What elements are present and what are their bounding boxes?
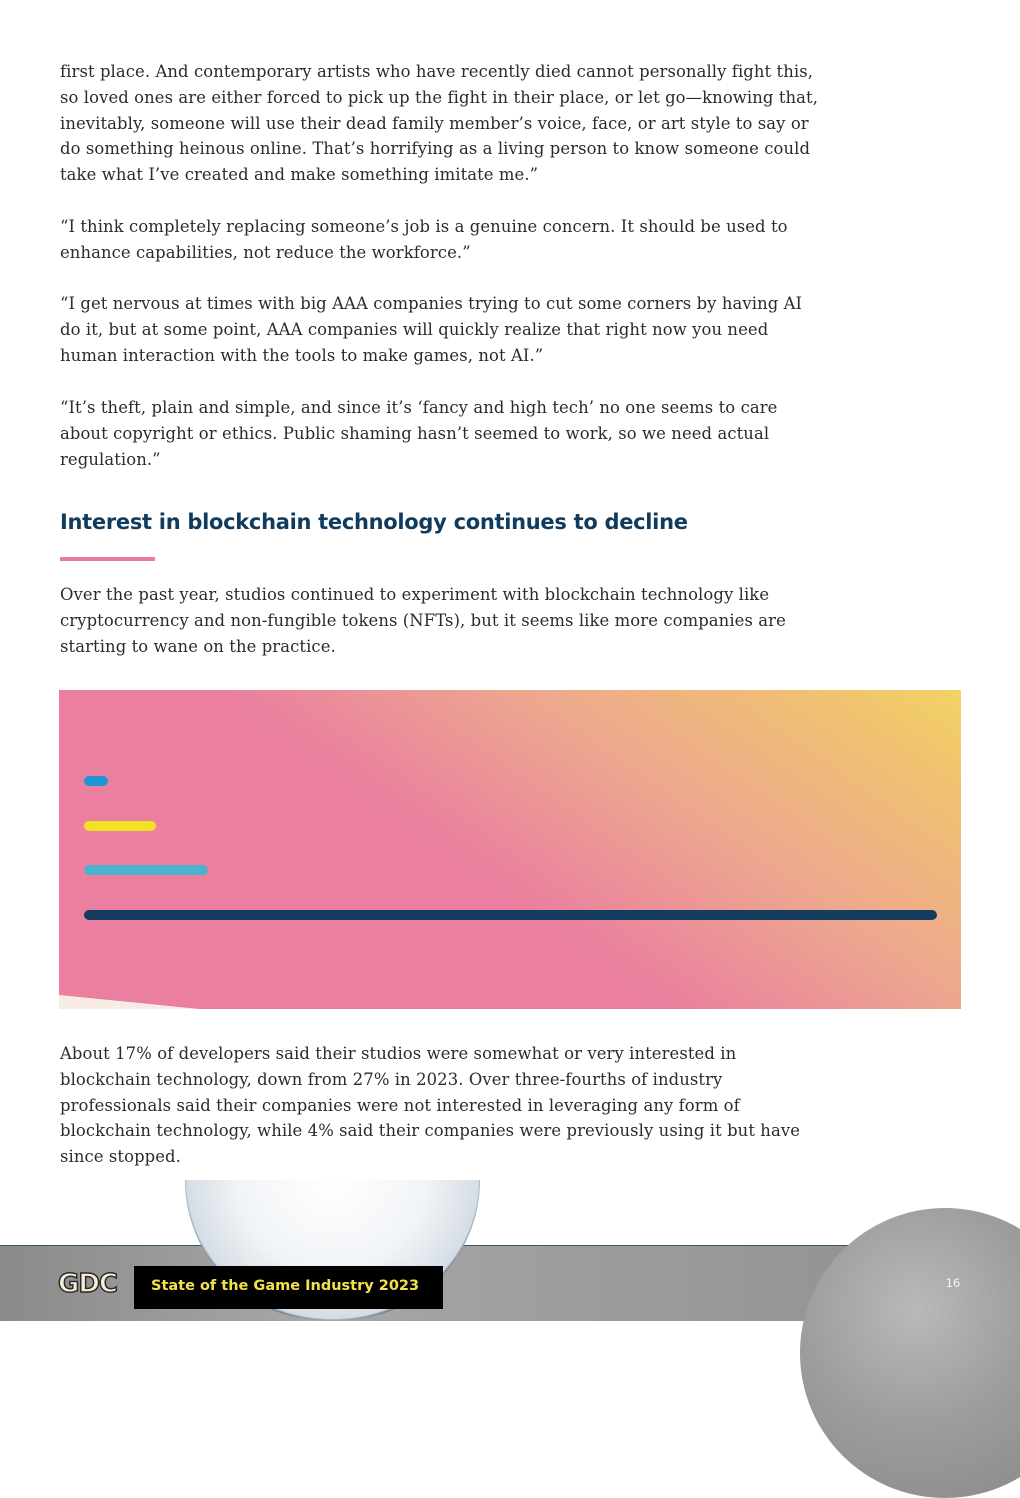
report-title: State of the Game Industry 2023 xyxy=(151,1278,420,1294)
blockchain-interest-chart xyxy=(59,690,961,1009)
heading-underline xyxy=(60,557,155,561)
chart-bar-3 xyxy=(84,865,208,875)
page-number: 16 xyxy=(945,1276,961,1290)
report-title-box xyxy=(134,1266,443,1309)
quote-paragraph-2: “I think completely replacing someone’s job is a genuine concern. It should be used to enhance capabilities, not reduce the workforce.” xyxy=(60,217,788,262)
quote-paragraph-3: “I get nervous at times with big AAA companies trying to cut some corners by having AI do it, but at some point, AAA companies will quickly realize that right now you need human interaction with the tools to make games, not AI.” xyxy=(60,294,803,365)
quote-paragraph-1: first place. And contemporary artists who have recently died cannot personally fight this, so loved ones are either forced to pick up the fight in their place, or let go—knowing that, inevitably, someone will use their dead family member’s voice, face, or art style to say or do something heinous online. That’s horrifying as a living person to know someone could take what I’ve created and make something imitate me.” xyxy=(60,62,819,185)
chart-corner-notch xyxy=(59,995,199,1009)
chart-bar-1 xyxy=(84,776,108,786)
intro-paragraph: Over the past year, studios continued to experiment with blockchain technology like cryptocurrency and non-fungible tokens (NFTs), but it seems like more companies are starting to wane on the practice. xyxy=(60,585,786,656)
gdc-logo: GDC xyxy=(58,1269,118,1299)
chart-bar-2 xyxy=(84,821,156,831)
summary-paragraph: About 17% of developers said their studios were somewhat or very interested in blockchain technology, down from 27% in 2023. Over three-fourths of industry professionals said their companies were not interested in leveraging any form of blockchain technology, while 4% said their companies were previously using it but have since stopped. xyxy=(60,1044,800,1167)
chart-bar-4 xyxy=(84,910,937,920)
quote-paragraph-4: “It’s theft, plain and simple, and since it’s ‘fancy and high tech’ no one seems to care about copyright or ethics. Public shaming hasn’t seemed to work, so we need actual regulation.” xyxy=(60,398,778,469)
section-heading: Interest in blockchain technology continues to decline xyxy=(60,510,688,534)
